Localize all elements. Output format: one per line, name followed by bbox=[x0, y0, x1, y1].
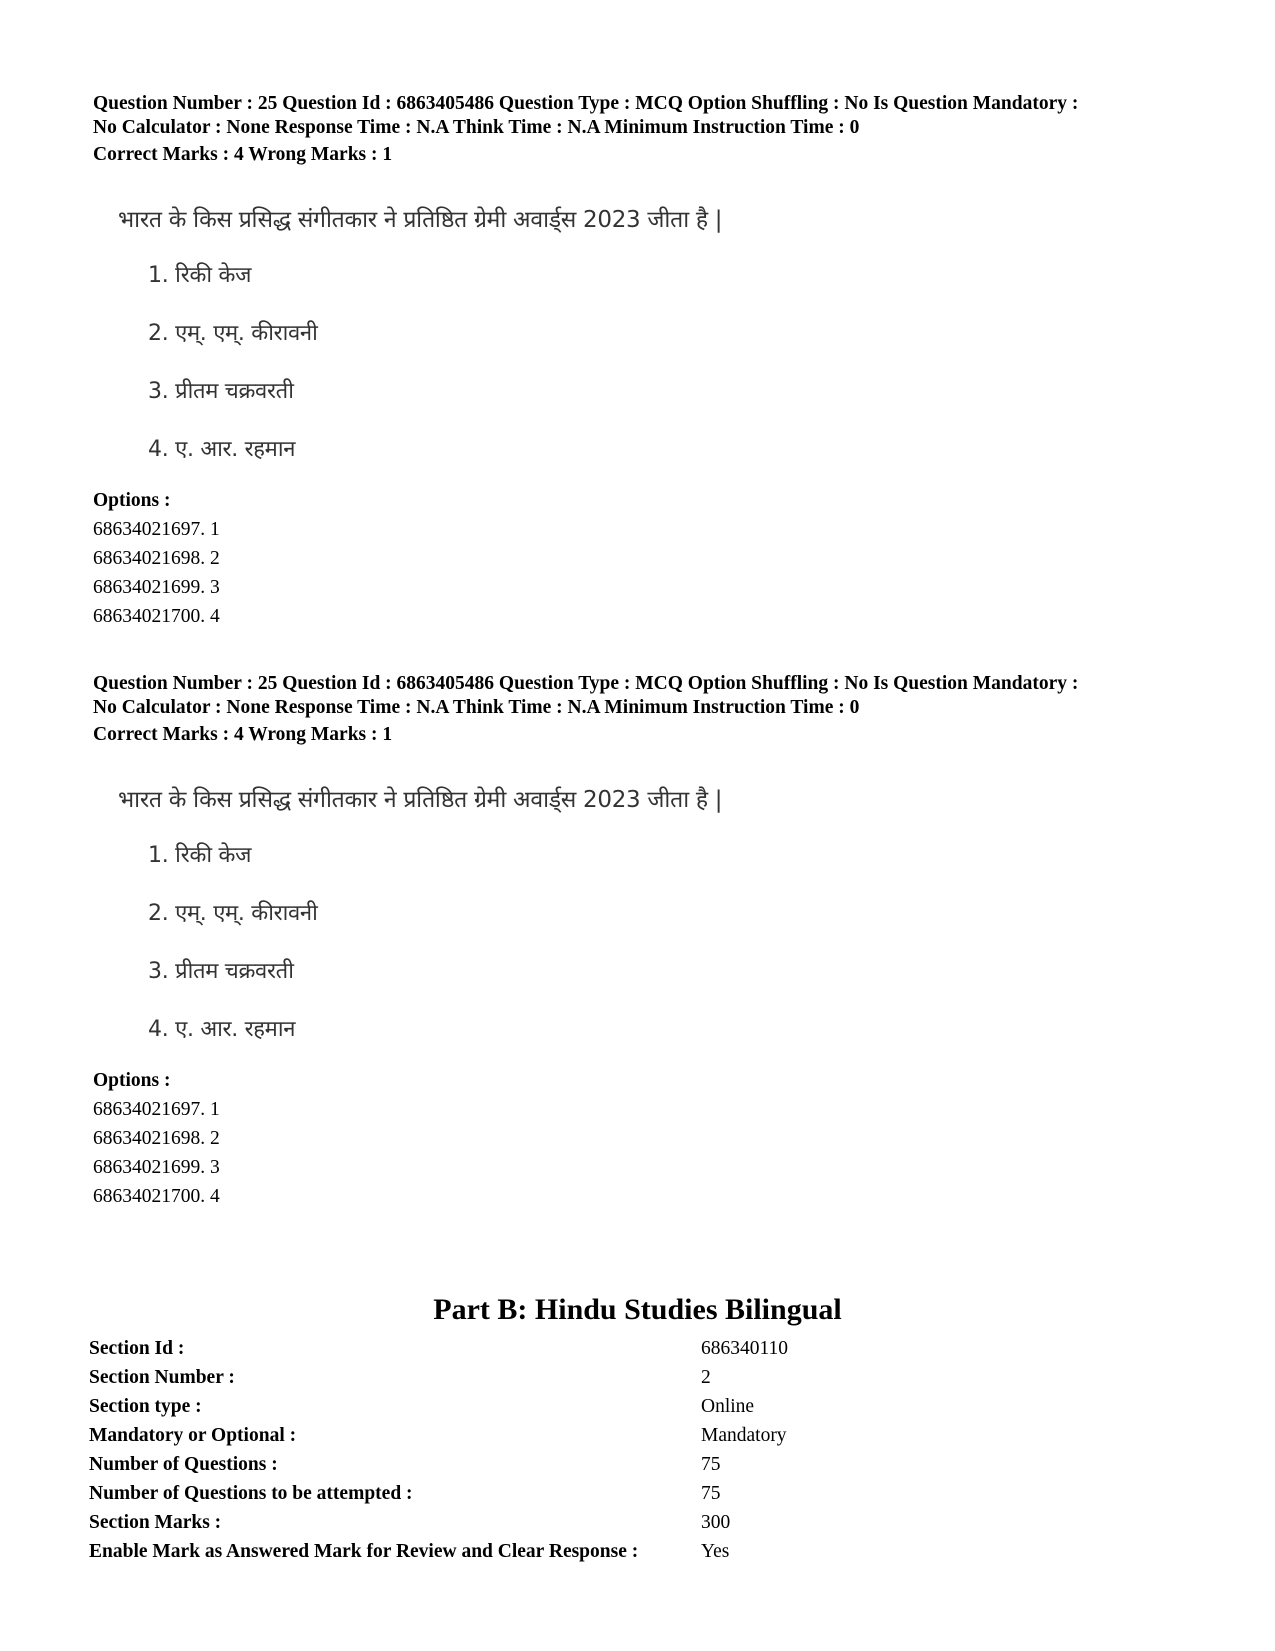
section-row-label: Section type : bbox=[89, 1396, 202, 1417]
section-row-question-count bbox=[89, 1454, 1189, 1480]
section-row-type bbox=[89, 1396, 1189, 1422]
section-row-marks bbox=[89, 1512, 1189, 1538]
choice-1: 1. रिकी केज bbox=[148, 843, 252, 868]
question-marks: Correct Marks : 4 Wrong Marks : 1 bbox=[93, 724, 393, 745]
choice-1: 1. रिकी केज bbox=[148, 263, 252, 288]
section-row-attempt-count bbox=[89, 1483, 1189, 1509]
section-row-label: Section Marks : bbox=[89, 1512, 222, 1533]
option-id-1: 68634021697. 1 bbox=[93, 1099, 220, 1120]
question-block-1 bbox=[93, 92, 1213, 652]
question-meta-line-1: Question Number : 25 Question Id : 6863405486 Question Type : MCQ Option Shuffling : No Is Question Mandatory : bbox=[93, 93, 1079, 114]
choice-3: 3. प्रीतम चक्रवरती bbox=[148, 379, 294, 404]
choice-4: 4. ए. आर. रहमान bbox=[148, 437, 296, 462]
section-title: Part B: Hindu Studies Bilingual bbox=[433, 1293, 842, 1326]
choice-2: 2. एम्. एम्. कीरावनी bbox=[148, 901, 318, 926]
choice-2: 2. एम्. एम्. कीरावनी bbox=[148, 321, 318, 346]
section-row-value: Yes bbox=[701, 1541, 730, 1562]
question-meta-line-2: No Calculator : None Response Time : N.A Think Time : N.A Minimum Instruction Time : 0 bbox=[93, 117, 860, 138]
section-row-value: 2 bbox=[701, 1367, 711, 1388]
option-id-3: 68634021699. 3 bbox=[93, 1157, 220, 1178]
question-meta-line-1: Question Number : 25 Question Id : 6863405486 Question Type : MCQ Option Shuffling : No Is Question Mandatory : bbox=[93, 673, 1079, 694]
option-id-4: 68634021700. 4 bbox=[93, 1186, 220, 1207]
choice-3: 3. प्रीतम चक्रवरती bbox=[148, 959, 294, 984]
option-id-1: 68634021697. 1 bbox=[93, 519, 220, 540]
section-row-value: Online bbox=[701, 1396, 755, 1417]
question-block-2 bbox=[93, 672, 1213, 1232]
option-id-2: 68634021698. 2 bbox=[93, 548, 220, 569]
section-row-mandatory bbox=[89, 1425, 1189, 1451]
section-row-label: Mandatory or Optional : bbox=[89, 1425, 297, 1446]
question-stem: भारत के किस प्रसिद्ध संगीतकार ने प्रतिष्ठित ग्रेमी अवार्ड्स 2023 जीता है | bbox=[118, 207, 723, 233]
options-label: Options : bbox=[93, 1070, 171, 1091]
question-meta bbox=[93, 92, 1213, 167]
section-row-value: 300 bbox=[701, 1512, 731, 1533]
section-row-value: 75 bbox=[701, 1454, 721, 1475]
section-row-value: Mandatory bbox=[701, 1425, 787, 1446]
section-row-label: Number of Questions : bbox=[89, 1454, 278, 1475]
section-row-review-option bbox=[89, 1541, 1189, 1567]
section-row-label: Section Number : bbox=[89, 1367, 235, 1388]
options-label: Options : bbox=[93, 490, 171, 511]
option-id-4: 68634021700. 4 bbox=[93, 606, 220, 627]
option-id-2: 68634021698. 2 bbox=[93, 1128, 220, 1149]
section-row-id bbox=[89, 1338, 1189, 1364]
section-row-label: Section Id : bbox=[89, 1338, 185, 1359]
section-row-value: 686340110 bbox=[701, 1338, 789, 1359]
question-marks: Correct Marks : 4 Wrong Marks : 1 bbox=[93, 144, 393, 165]
section-row-label: Number of Questions to be attempted : bbox=[89, 1483, 413, 1504]
section-row-number bbox=[89, 1367, 1189, 1393]
option-id-3: 68634021699. 3 bbox=[93, 577, 220, 598]
section-row-label: Enable Mark as Answered Mark for Review and Clear Response : bbox=[89, 1541, 639, 1562]
question-meta bbox=[93, 672, 1213, 747]
question-stem: भारत के किस प्रसिद्ध संगीतकार ने प्रतिष्ठित ग्रेमी अवार्ड्स 2023 जीता है | bbox=[118, 787, 723, 813]
question-meta-line-2: No Calculator : None Response Time : N.A Think Time : N.A Minimum Instruction Time : 0 bbox=[93, 697, 860, 718]
section-row-value: 75 bbox=[701, 1483, 721, 1504]
choice-4: 4. ए. आर. रहमान bbox=[148, 1017, 296, 1042]
